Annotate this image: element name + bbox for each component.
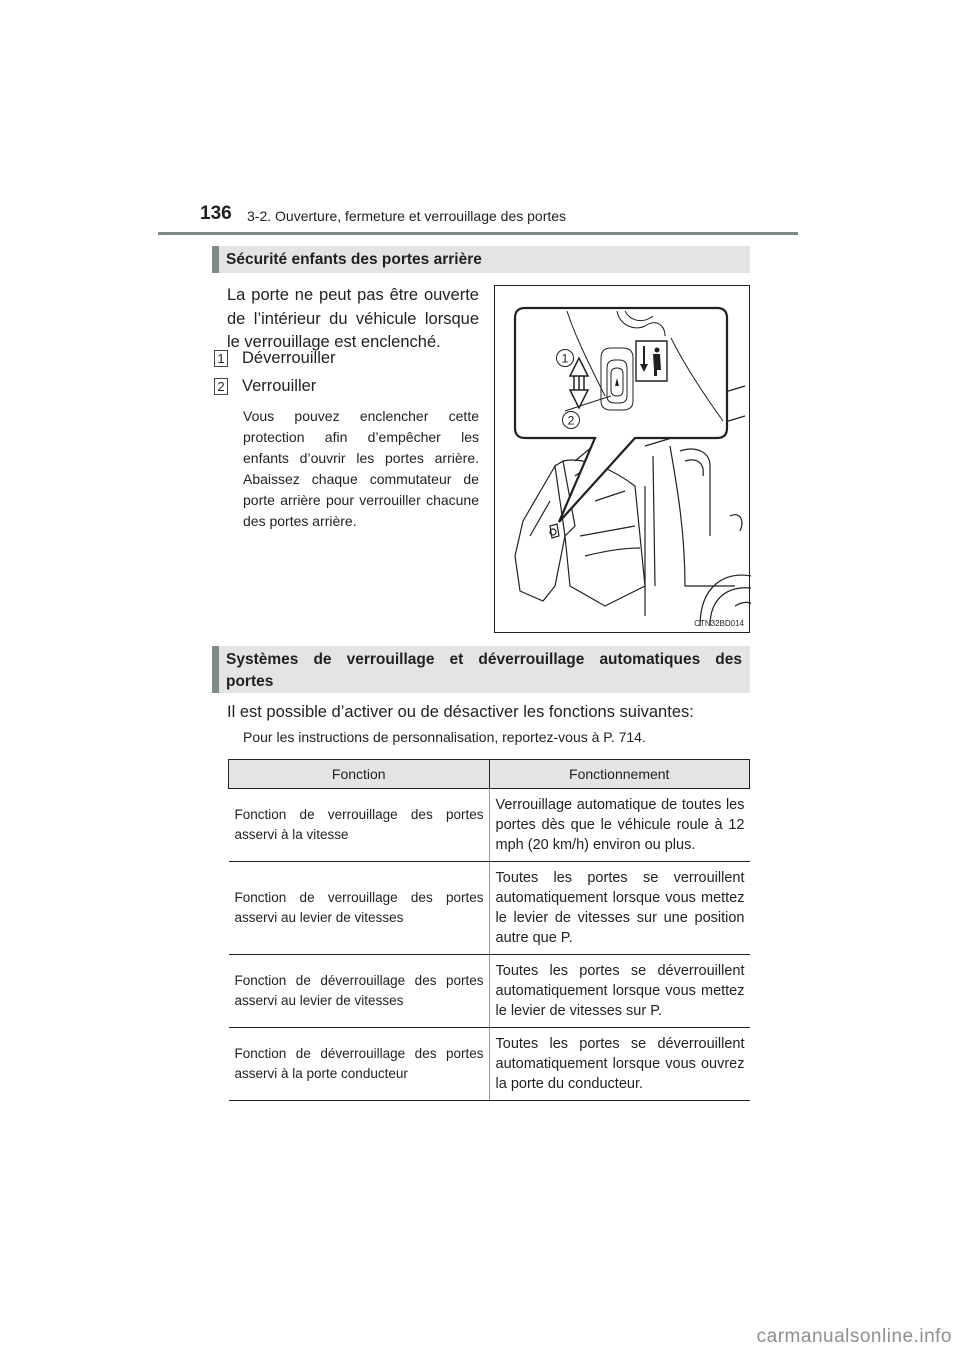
page-number: 136	[200, 203, 232, 224]
intro-paragraph: La porte ne peut pas être ouverte de l’intérieur du véhicule lorsque le verrouillage est enclenché.	[227, 286, 479, 351]
callout-label: Déverrouiller	[242, 349, 336, 367]
site-watermark: carmanualsonline.info	[756, 1326, 952, 1347]
function-cell: Fonction de verrouillage des portes asservi à la vitesse	[229, 789, 490, 862]
lead-paragraph: Il est possible d’activer ou de désactiver les fonctions suivantes:	[227, 703, 694, 721]
customization-instruction: Pour les instructions de personnalisation, reportez-vous à P. 714.	[243, 729, 646, 745]
function-cell: Fonction de déverrouillage des portes asservi au levier de vitesses	[229, 955, 490, 1028]
callout-item-unlock	[214, 349, 336, 368]
figure-code: CTN32BD014	[694, 619, 744, 628]
operation-cell: Toutes les portes se déverrouillent automatiquement lorsque vous ouvrez la porte du conducteur.	[489, 1028, 750, 1101]
function-cell: Fonction de verrouillage des portes asservi au levier de vitesses	[229, 862, 490, 955]
table-row	[229, 955, 750, 1028]
operation-cell: Toutes les portes se verrouillent automatiquement lorsque vous mettez le levier de vitesses sur une position autre que P.	[489, 862, 750, 955]
callout-number: 2	[214, 378, 228, 395]
section-heading-line1: Systèmes de verrouillage et déverrouillage automatiques des	[226, 651, 742, 668]
column-header-operation: Fonctionnement	[489, 760, 750, 789]
functions-table	[228, 759, 750, 1101]
callout-item-lock	[214, 377, 316, 396]
table-row	[229, 1028, 750, 1101]
header-divider	[158, 232, 798, 235]
figure-callout-2: 2	[567, 413, 575, 428]
operation-cell: Verrouillage automatique de toutes les portes dès que le véhicule roule à 12 mph (20 km/h) environ ou plus.	[489, 789, 750, 862]
function-cell: Fonction de déverrouillage des portes asservi à la porte conducteur	[229, 1028, 490, 1101]
figure-callout-1: 1	[561, 351, 569, 366]
table-row	[229, 789, 750, 862]
rear-door-child-lock-illustration	[494, 285, 750, 633]
car-door-drawing	[495, 286, 751, 634]
section-heading-auto-locking	[212, 646, 750, 693]
callout-number: 1	[214, 350, 228, 367]
section-heading-child-safety: Sécurité enfants des portes arrière	[212, 246, 750, 273]
section-heading-line2: portes	[226, 673, 274, 690]
operation-cell: Toutes les portes se déverrouillent automatiquement lorsque vous mettez le levier de vitesses sur P.	[489, 955, 750, 1028]
callout-label: Verrouiller	[242, 377, 317, 395]
chapter-title: 3-2. Ouverture, fermeture et verrouillage des portes	[247, 208, 567, 224]
table-row	[229, 862, 750, 955]
protection-note: Vous pouvez enclencher cette protection afin d’empêcher les enfants d’ouvrir les portes arrière. Abaissez chaque commutateur de porte arrière pour verrouiller chacune des portes arrière.	[243, 408, 479, 529]
column-header-function: Fonction	[229, 760, 490, 789]
